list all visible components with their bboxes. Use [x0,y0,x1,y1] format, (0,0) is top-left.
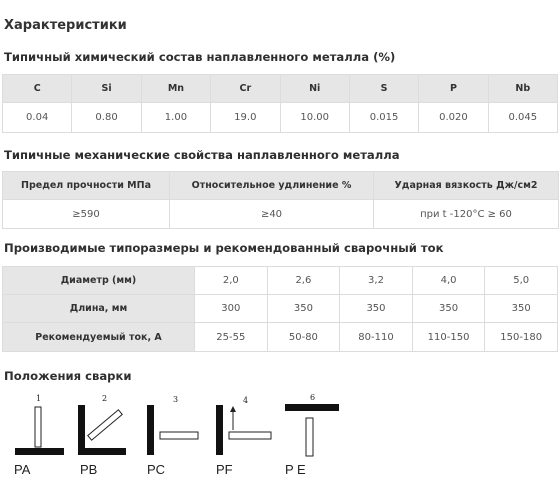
chem-header-cell: S [349,75,418,103]
position-label-pf: PF [216,462,233,477]
size-value-cell: 2,0 [195,267,268,295]
chem-header-cell: C [3,75,72,103]
size-value-cell: 5,0 [485,267,558,295]
position-label-pa: PA [14,462,31,477]
chem-header-cell: P [419,75,488,103]
size-value-cell: 300 [195,295,268,323]
mech-header-cell: Относительное удлинение % [170,172,374,200]
size-value-cell: 2,6 [267,267,340,295]
chem-value-cell: 1.00 [141,103,210,133]
size-value-cell: 3,2 [340,267,413,295]
position-pf-icon [216,405,271,455]
size-value-cell: 150-180 [485,323,558,352]
chem-value-cell: 0.020 [419,103,488,133]
chem-value-cell: 0.04 [3,103,72,133]
chem-value-cell: 19.0 [211,103,280,133]
mech-value-cell: ≥590 [3,200,170,229]
size-value-cell: 350 [267,295,340,323]
position-label-pc: PC [147,462,166,477]
position-label-pe: P E [285,462,306,477]
diameter-label: Диаметр (мм) [3,267,195,295]
position-pe-icon [285,404,339,456]
chem-header-cell: Ni [280,75,349,103]
size-value-cell: 350 [412,295,485,323]
size-value-cell: 110-150 [412,323,485,352]
chem-value-cell: 10.00 [280,103,349,133]
mech-value-cell: при t -120°С ≥ 60 [374,200,559,229]
size-value-cell: 4,0 [412,267,485,295]
mech-header-cell: Ударная вязкость Дж/см2 [374,172,559,200]
position-pc-icon [147,405,198,455]
mech-header-cell: Предел прочности МПа [3,172,170,200]
sizes-heading: Производимые типоразмеры и рекомендованный сварочный ток [4,241,444,255]
chem-header-cell: Si [72,75,141,103]
chem-header-cell: Mn [141,75,210,103]
size-value-cell: 350 [485,295,558,323]
position-number: 3 [173,395,179,404]
chem-heading: Типичный химический состав наплавленного металла (%) [4,50,396,64]
position-number: 2 [102,394,108,403]
size-value-cell: 80-110 [340,323,413,352]
mech-value-cell: ≥40 [170,200,374,229]
position-pa-icon [15,407,64,455]
page-title: Характеристики [4,18,127,33]
size-value-cell: 25-55 [195,323,268,352]
length-label: Длина, мм [3,295,195,323]
mech-heading: Типичные механические свойства наплавленного металла [4,148,400,162]
chem-value-cell: 0.045 [488,103,557,133]
chem-header-cell: Nb [488,75,557,103]
position-number: 6 [310,393,316,402]
position-label-pb: PB [80,462,98,477]
position-pb-icon [78,405,126,455]
chem-value-cell: 0.80 [72,103,141,133]
positions-heading: Положения сварки [4,369,132,383]
chem-value-cell: 0.015 [349,103,418,133]
current-label: Рекомендуемый ток, А [3,323,195,352]
position-number: 4 [243,396,249,405]
size-value-cell: 350 [340,295,413,323]
size-value-cell: 50-80 [267,323,340,352]
chem-header-cell: Cr [211,75,280,103]
position-number: 1 [36,394,42,403]
